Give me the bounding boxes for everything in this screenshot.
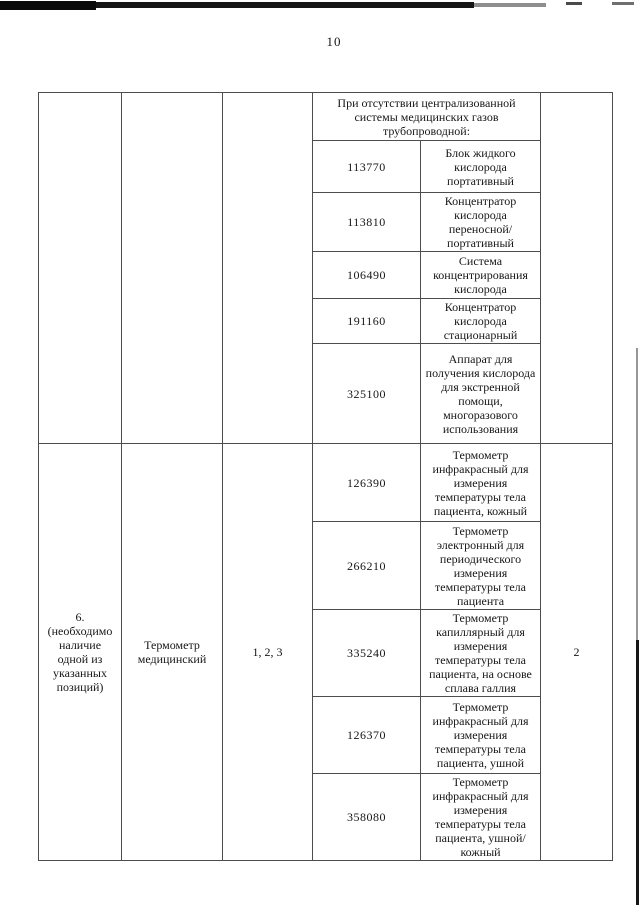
requirement-cell: 1, 2, 3 [223,444,313,861]
name-cell: Концентратор кислорода переносной/​портативный [421,193,541,252]
scan-edge-top-thick [0,1,96,10]
position-note: (необходимо наличие одной из указанных позиций) [47,624,113,694]
table-row [39,93,613,141]
position-cell-item-6 [39,444,122,861]
name-cell: Термометр инфракрасный для измерения температуры тела пациента, кожный [421,444,541,522]
code-cell: 358080 [313,774,421,861]
equipment-name-cell-continued [122,93,223,444]
scan-edge-top-gray [474,3,546,7]
code-cell: 325100 [313,344,421,444]
name-cell: Термометр инфракрасный для измерения температуры тела пациента, ушной [421,697,541,774]
table-row [39,444,613,522]
page-number: 10 [326,34,342,49]
name-cell: Термометр инфракрасный для измерения температуры тела пациента, ушной/кожный [421,774,541,861]
code-cell: 113810 [313,193,421,252]
code-cell: 126370 [313,697,421,774]
name-cell: Концентратор кислорода стационарный [421,299,541,344]
scan-edge-top-dash-2 [612,2,634,5]
quantity-cell-continued [541,93,613,444]
code-cell: 335240 [313,610,421,697]
code-cell: 126390 [313,444,421,522]
gas-system-note-cell: При отсутствии централизованной системы медицинских газов трубопроводной: [313,93,541,141]
name-cell: Блок жидкого кислорода портативный [421,141,541,193]
quantity-cell: 2 [541,444,613,861]
requirement-cell-continued [223,93,313,444]
name-cell: Термометр электронный для периодического измерения температуры тела пациента [421,522,541,610]
code-cell: 106490 [313,252,421,299]
scan-edge-right-black [636,640,639,905]
code-cell: 266210 [313,522,421,610]
name-cell: Система концентрирования кислорода [421,252,541,299]
equipment-name-cell: Термометр медицинский [122,444,223,861]
name-cell: Термометр капиллярный для измерения температуры тела пациента, на основе сплава галлия [421,610,541,697]
position-cell-continued [39,93,122,444]
scan-edge-top-bar [96,2,474,8]
scan-edge-top-dash-1 [566,2,582,5]
equipment-table [38,92,613,861]
scan-edge-right-gray [636,348,638,640]
code-cell: 191160 [313,299,421,344]
position-number: 6. [75,610,85,624]
code-cell: 113770 [313,141,421,193]
name-cell: Аппарат для получения кислорода для экстренной помощи, многоразового использования [421,344,541,444]
